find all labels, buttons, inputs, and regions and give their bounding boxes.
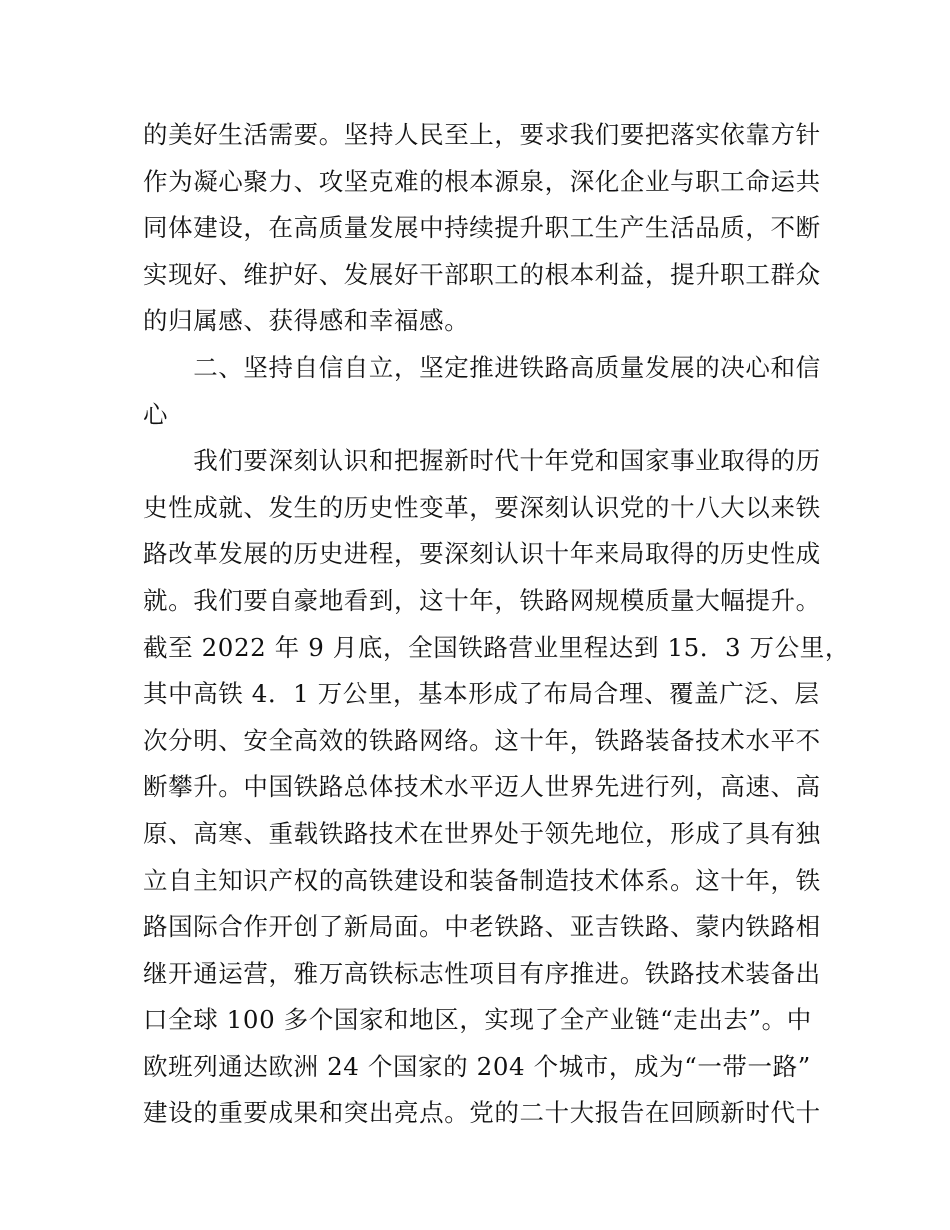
text-line: 次分明、安全高效的铁路网络。这十年，铁路装备技术水平不 <box>143 725 821 755</box>
text-line: 作为凝心聚力、攻坚克难的根本源泉，深化企业与职工命运共 <box>143 166 821 196</box>
heading-line: 心 <box>143 399 169 429</box>
paragraph-2 <box>143 438 850 1137</box>
text-line: 口全球 100 多个国家和地区，实现了全产业链“走出去”。中 <box>143 1005 812 1035</box>
text-line: 实现好、维护好、发展好干部职工的根本利益，提升职工群众 <box>143 259 821 289</box>
text-line: 其中高铁 4．1 万公里，基本形成了布局合理、覆盖广泛、层 <box>143 679 820 709</box>
heading-line: 二、坚持自信自立，坚定推进铁路高质量发展的决心和信 <box>143 352 821 382</box>
text-line: 截至 2022 年 9 月底，全国铁路营业里程达到 15．3 万公里， <box>143 632 850 662</box>
text-line: 建设的重要成果和突出亮点。党的二十大报告在回顾新时代十 <box>143 1098 821 1128</box>
text-line: 欧班列通达欧洲 24 个国家的 204 个城市，成为“一带一路” <box>143 1051 811 1081</box>
text-line: 就。我们要自豪地看到，这十年，铁路网规模质量大幅提升。 <box>143 585 821 615</box>
paragraph-1 <box>143 112 821 345</box>
text-line: 的归属感、获得感和幸福感。 <box>143 306 470 336</box>
text-line: 我们要深刻认识和把握新时代十年党和国家事业取得的历 <box>143 446 821 476</box>
document-body <box>143 112 850 1137</box>
text-line: 继开通运营，雅万高铁标志性项目有序推进。铁路技术装备出 <box>143 958 821 988</box>
text-line: 史性成就、发生的历史性变革，要深刻认识党的十八大以来铁 <box>143 492 821 522</box>
text-line: 立自主知识产权的高铁建设和装备制造技术体系。这十年，铁 <box>143 865 821 895</box>
text-line: 路改革发展的历史进程，要深刻认识十年来局取得的历史性成 <box>143 539 821 569</box>
text-line: 路国际合作开创了新局面。中老铁路、亚吉铁路、蒙内铁路相 <box>143 912 821 942</box>
text-line: 同体建设，在高质量发展中持续提升职工生产生活品质，不断 <box>143 213 821 243</box>
text-line: 断攀升。中国铁路总体技术水平迈人世界先进行列，高速、高 <box>143 772 821 802</box>
text-line: 原、高寒、重载铁路技术在世界处于领先地位，形成了具有独 <box>143 818 821 848</box>
text-line: 的美好生活需要。坚持人民至上，要求我们要把落实依靠方针 <box>143 120 821 149</box>
section-heading <box>143 345 821 438</box>
